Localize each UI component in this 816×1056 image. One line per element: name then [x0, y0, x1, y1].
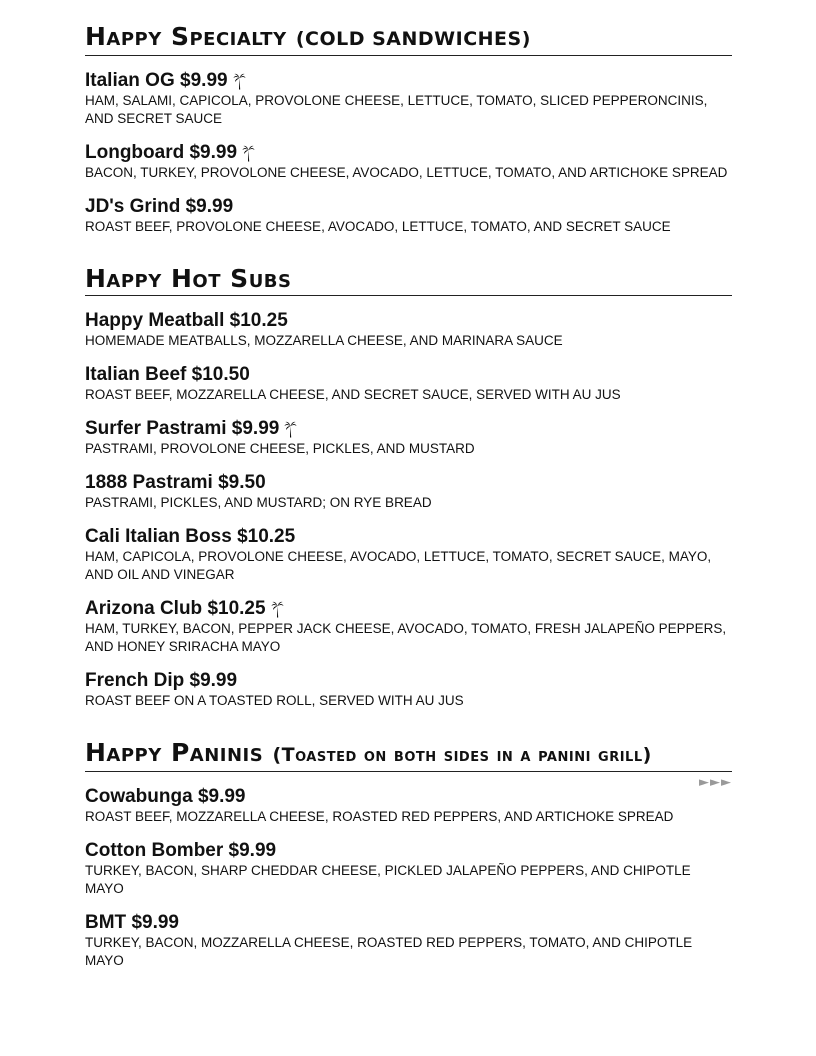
menu-item [85, 526, 732, 584]
section-happy-paninis [85, 738, 732, 970]
item-name: Italian OG [85, 70, 175, 91]
menu-item [85, 670, 732, 710]
item-name: 1888 Pastrami [85, 472, 213, 493]
item-description: HAM, CAPICOLA, PROVOLONE CHEESE, AVOCADO, LETTUCE, TOMATO, SECRET SAUCE, MAYO, AND OIL AND VINEGAR [85, 549, 712, 582]
item-price: $9.50 [218, 472, 266, 493]
item-title [85, 526, 732, 548]
item-price: $9.99 [228, 840, 277, 861]
item-price: $9.99 [189, 670, 238, 691]
item-name: Italian Beef [85, 364, 187, 385]
menu-item [85, 598, 732, 656]
item-price: $9.99 [131, 912, 179, 933]
item-title [85, 142, 732, 164]
item-price: $10.25 [237, 526, 296, 547]
item-name: French Dip [85, 670, 185, 691]
item-description: ROAST BEEF ON A TOASTED ROLL, SERVED WITH AU JUS [85, 693, 464, 708]
item-price: $10.25 [207, 598, 266, 619]
item-name: Cowabunga [85, 786, 193, 807]
item-price: $10.50 [191, 364, 250, 385]
item-name: Cotton Bomber [85, 840, 224, 861]
item-price: $10.25 [229, 310, 288, 331]
menu-item [85, 472, 732, 512]
item-name: Arizona Club [85, 598, 203, 619]
item-title [85, 310, 732, 332]
item-price: $9.99 [231, 418, 280, 439]
palm-tree-icon [242, 145, 255, 162]
section-title: Happy Specialty [85, 22, 287, 51]
menu-item [85, 912, 732, 970]
section-happy-specialty [85, 22, 732, 236]
item-name: Happy Meatball [85, 310, 225, 331]
section-happy-hot-subs [85, 264, 732, 710]
item-description: TURKEY, BACON, SHARP CHEDDAR CHEESE, PICKLED JALAPEÑO PEPPERS, AND CHIPOTLE MAYO [85, 863, 691, 896]
palm-tree-icon [284, 421, 297, 438]
continue-arrows: ►►► [699, 775, 732, 790]
item-price: $9.99 [197, 786, 246, 807]
item-description: HAM, SALAMI, CAPICOLA, PROVOLONE CHEESE, LETTUCE, TOMATO, SLICED PEPPERONCINIS, AND SECRET SAUCE [85, 93, 708, 126]
item-price: $9.99 [185, 196, 234, 217]
section-heading [85, 738, 732, 772]
menu-item [85, 840, 732, 898]
item-description: ROAST BEEF, PROVOLONE CHEESE, AVOCADO, LETTUCE, TOMATO, AND SECRET SAUCE [85, 219, 671, 234]
item-title [85, 598, 732, 620]
item-description: HOMEMADE MEATBALLS, MOZZARELLA CHEESE, AND MARINARA SAUCE [85, 333, 563, 348]
item-title [85, 840, 732, 862]
item-title [85, 786, 732, 808]
item-title [85, 472, 732, 494]
item-title [85, 196, 732, 218]
item-title [85, 670, 732, 692]
section-heading [85, 264, 732, 296]
section-subtitle: (Toasted on both sides in a panini grill) [272, 744, 652, 766]
item-price: $9.99 [189, 142, 238, 163]
menu-page [85, 22, 732, 970]
section-subtitle: (COLD SANDWICHES) [295, 28, 531, 50]
menu-item [85, 364, 732, 404]
menu-item [85, 786, 732, 826]
item-title [85, 912, 732, 934]
item-name: JD's Grind [85, 196, 181, 217]
palm-tree-icon [271, 601, 284, 618]
section-heading [85, 22, 732, 56]
item-title [85, 418, 732, 440]
item-name: BMT [85, 912, 127, 933]
item-title [85, 70, 732, 92]
item-description: ROAST BEEF, MOZZARELLA CHEESE, AND SECRET SAUCE, SERVED WITH AU JUS [85, 387, 621, 402]
item-name: Surfer Pastrami [85, 418, 227, 439]
item-name: Longboard [85, 142, 185, 163]
item-description: PASTRAMI, PICKLES, AND MUSTARD; ON RYE BREAD [85, 495, 432, 510]
section-title: Happy Hot Subs [85, 264, 292, 293]
item-title [85, 364, 732, 386]
item-description: ROAST BEEF, MOZZARELLA CHEESE, ROASTED RED PEPPERS, AND ARTICHOKE SPREAD [85, 809, 674, 824]
menu-item [85, 418, 732, 458]
menu-item [85, 70, 732, 128]
item-description: BACON, TURKEY, PROVOLONE CHEESE, AVOCADO, LETTUCE, TOMATO, AND ARTICHOKE SPREAD [85, 165, 728, 180]
menu-item [85, 196, 732, 236]
menu-item [85, 310, 732, 350]
item-description: TURKEY, BACON, MOZZARELLA CHEESE, ROASTED RED PEPPERS, TOMATO, AND CHIPOTLE MAYO [85, 935, 693, 968]
item-description: HAM, TURKEY, BACON, PEPPER JACK CHEESE, AVOCADO, TOMATO, FRESH JALAPEÑO PEPPERS, AND HONEY SRIRACHA MAYO [85, 621, 727, 654]
palm-tree-icon [233, 73, 246, 90]
menu-item [85, 142, 732, 182]
item-name: Cali Italian Boss [85, 526, 232, 547]
item-price: $9.99 [180, 70, 228, 91]
item-description: PASTRAMI, PROVOLONE CHEESE, PICKLES, AND MUSTARD [85, 441, 475, 456]
section-title: Happy Paninis [85, 738, 264, 767]
